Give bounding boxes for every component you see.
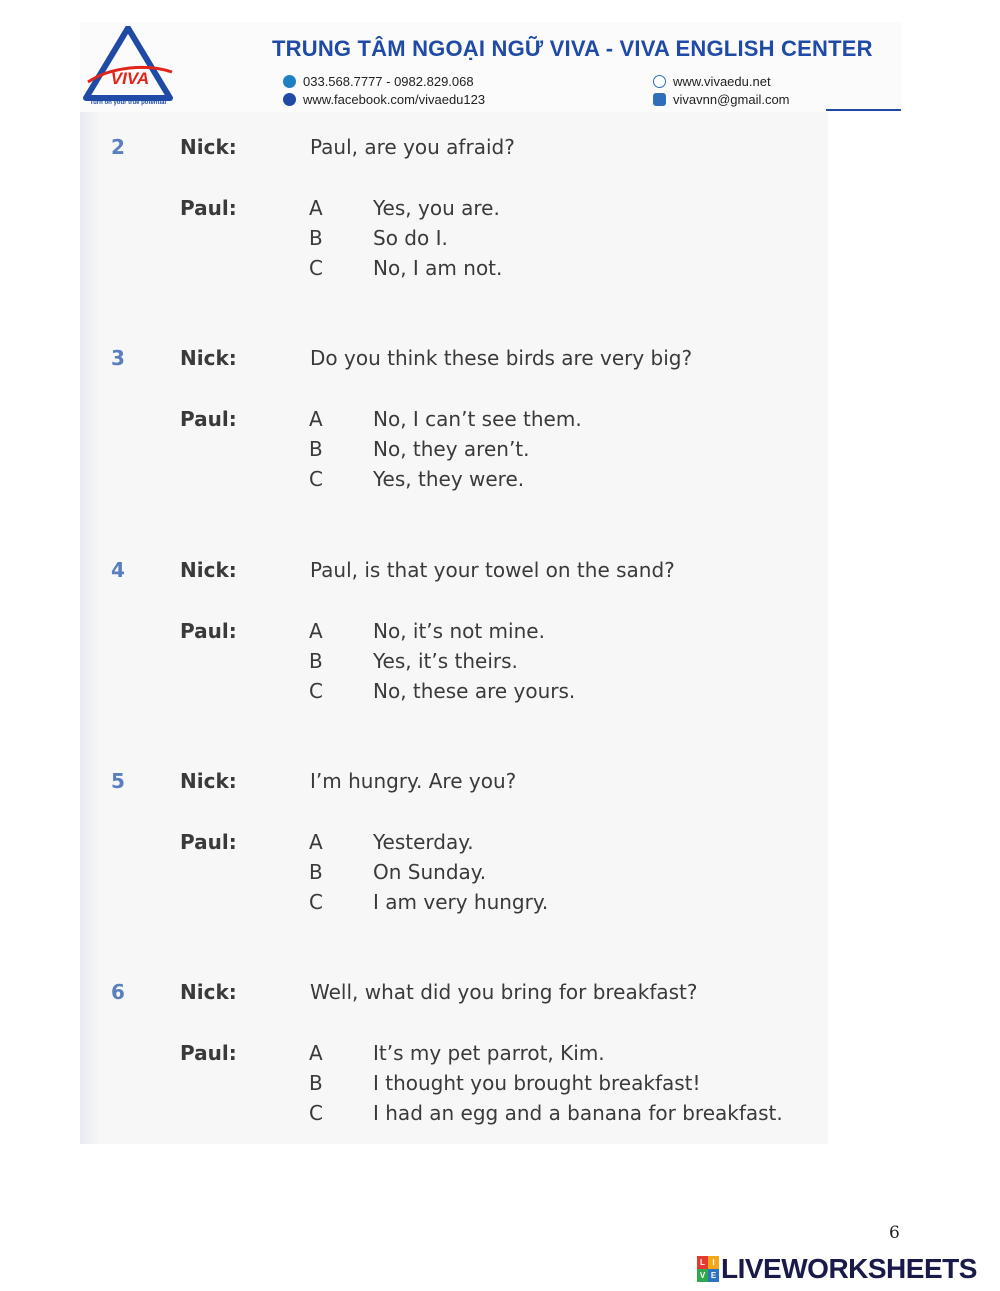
- option-letter-c[interactable]: C: [309, 890, 323, 914]
- center-name: TRUNG TÂM NGOẠI NGỮ VIVA - VIVA ENGLISH CENTER: [272, 36, 873, 61]
- option-letter-c[interactable]: C: [309, 256, 323, 280]
- question-prompt: Paul, are you afraid?: [310, 135, 515, 159]
- option-text-a[interactable]: Yesterday.: [373, 830, 474, 854]
- option-letter-a[interactable]: A: [309, 1041, 323, 1065]
- facebook-icon: [283, 93, 296, 106]
- speaker-nick: Nick:: [180, 558, 237, 582]
- speaker-paul: Paul:: [180, 1041, 237, 1065]
- option-text-b[interactable]: I thought you brought breakfast!: [373, 1071, 701, 1095]
- logo-tagline: Turn on your true potential: [89, 100, 167, 106]
- option-text-b[interactable]: Yes, it’s theirs.: [373, 649, 518, 673]
- option-text-b[interactable]: No, they aren’t.: [373, 437, 530, 461]
- website-text: www.vivaedu.net: [673, 74, 771, 89]
- option-letter-a[interactable]: A: [309, 196, 323, 220]
- option-letter-c[interactable]: C: [309, 1101, 323, 1125]
- question-prompt: Paul, is that your towel on the sand?: [310, 558, 675, 582]
- logo-letter-l: L: [697, 1256, 708, 1269]
- question-number: 5: [111, 769, 125, 793]
- speaker-nick: Nick:: [180, 769, 237, 793]
- liveworksheets-logo-icon: [697, 1256, 719, 1282]
- logo-letter-e: E: [708, 1269, 719, 1282]
- option-text-c[interactable]: No, these are yours.: [373, 679, 576, 703]
- email-contact: [653, 92, 790, 107]
- phone-contact: [283, 74, 474, 89]
- triangle-logo-icon: [82, 26, 174, 102]
- liveworksheets-wordmark: LIVEWORKSHEETS: [721, 1253, 977, 1284]
- option-letter-a[interactable]: A: [309, 619, 323, 643]
- page-number: 6: [889, 1223, 900, 1243]
- phone-text: 033.568.7777 - 0982.829.068: [303, 74, 474, 89]
- page-edge-shadow: [80, 112, 100, 1144]
- speaker-nick: Nick:: [180, 135, 237, 159]
- phone-icon: [283, 75, 296, 88]
- option-text-b[interactable]: On Sunday.: [373, 860, 487, 884]
- option-letter-b[interactable]: B: [309, 226, 323, 250]
- option-letter-b[interactable]: B: [309, 1071, 323, 1095]
- facebook-text: www.facebook.com/vivaedu123: [303, 92, 486, 107]
- option-text-c[interactable]: Yes, they were.: [373, 467, 525, 491]
- speaker-nick: Nick:: [180, 346, 237, 370]
- option-text-c[interactable]: I am very hungry.: [373, 890, 549, 914]
- globe-icon: [653, 75, 666, 88]
- option-text-c[interactable]: No, I am not.: [373, 256, 503, 280]
- option-letter-b[interactable]: B: [309, 437, 323, 461]
- header-divider: [826, 109, 901, 111]
- option-text-c[interactable]: I had an egg and a banana for breakfast.: [373, 1101, 783, 1125]
- question-prompt: Do you think these birds are very big?: [310, 346, 693, 370]
- speaker-paul: Paul:: [180, 407, 237, 431]
- email-icon: [653, 93, 666, 106]
- option-text-a[interactable]: No, I can’t see them.: [373, 407, 582, 431]
- liveworksheets-brand: [697, 1254, 977, 1284]
- question-prompt: Well, what did you bring for breakfast?: [310, 980, 698, 1004]
- speaker-paul: Paul:: [180, 619, 237, 643]
- option-letter-c[interactable]: C: [309, 679, 323, 703]
- option-letter-a[interactable]: A: [309, 407, 323, 431]
- question-number: 3: [111, 346, 125, 370]
- logo-text: VIVA: [110, 69, 150, 88]
- speaker-paul: Paul:: [180, 830, 237, 854]
- option-text-a[interactable]: Yes, you are.: [373, 196, 500, 220]
- speaker-paul: Paul:: [180, 196, 237, 220]
- website-contact: [653, 74, 771, 89]
- option-letter-b[interactable]: B: [309, 649, 323, 673]
- email-text: vivavnn@gmail.com: [673, 92, 790, 107]
- logo-letter-v: V: [697, 1269, 708, 1282]
- facebook-contact: [283, 92, 485, 107]
- logo-letter-i: I: [708, 1256, 719, 1269]
- question-number: 6: [111, 980, 125, 1004]
- option-letter-c[interactable]: C: [309, 467, 323, 491]
- option-text-b[interactable]: So do I.: [373, 226, 448, 250]
- option-text-a[interactable]: It’s my pet parrot, Kim.: [373, 1041, 605, 1065]
- speaker-nick: Nick:: [180, 980, 237, 1004]
- question-prompt: I’m hungry. Are you?: [310, 769, 517, 793]
- option-letter-a[interactable]: A: [309, 830, 323, 854]
- viva-logo: [82, 26, 174, 110]
- question-number: 4: [111, 558, 125, 582]
- option-text-a[interactable]: No, it’s not mine.: [373, 619, 545, 643]
- question-number: 2: [111, 135, 125, 159]
- option-letter-b[interactable]: B: [309, 860, 323, 884]
